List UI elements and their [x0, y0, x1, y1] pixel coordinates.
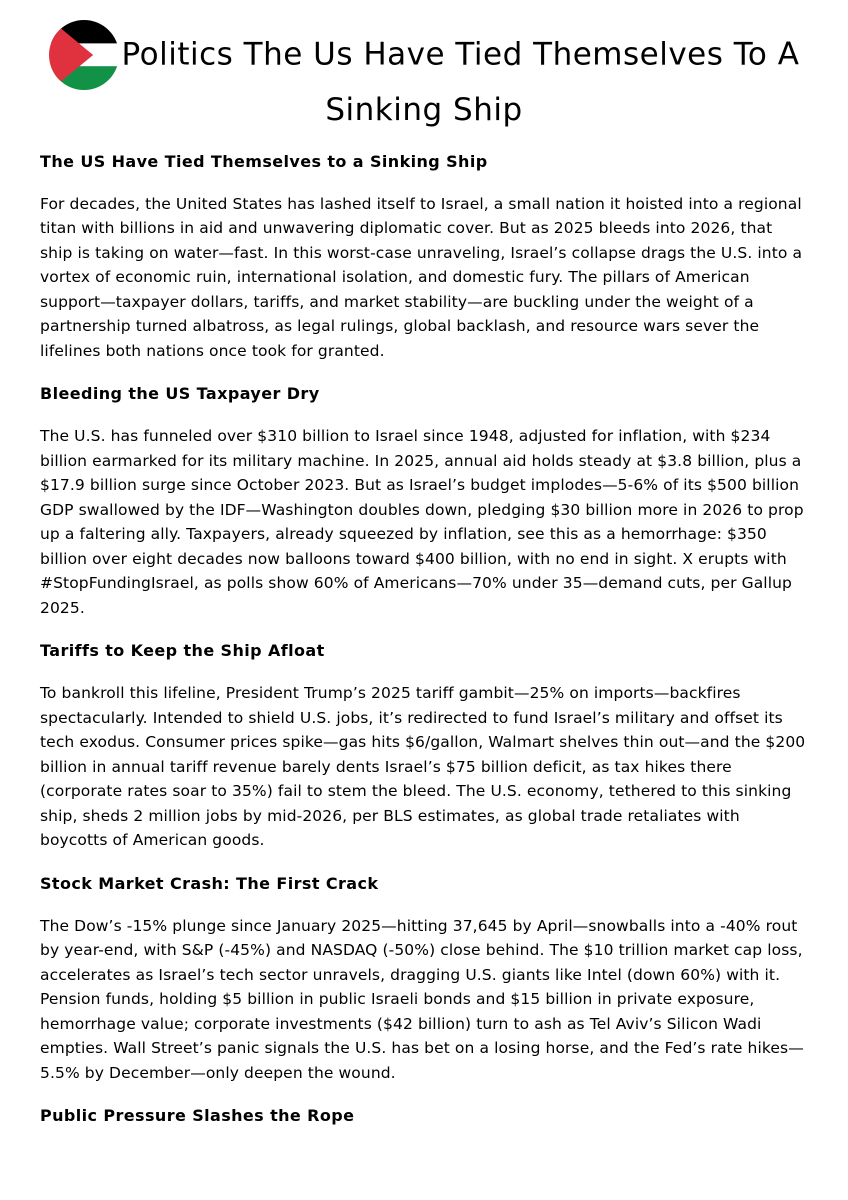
article-body: [40, 152, 808, 1126]
title-line-1: Politics The Us Have Tied Themselves To A: [121, 36, 800, 73]
section-heading-tariffs: Tariffs to Keep the Ship Afloat: [40, 641, 325, 661]
paragraph-taxpayer: The U.S. has funneled over $310 billion to Israel since 1948, adjusted for inflation, with $234 billion earmarked for its military machine. In 2025, annual aid holds steady at $3.8 billion, plus a $17.9 billion surge since October 2023. But as Israel’s budget implodes—5-6% of its $500 billion GDP swallowed by the IDF—Washington doubles down, pledging $30 billion more in 2026 to prop up a faltering ally. Taxpayers, already squeezed by inflation, see this as a hemorrhage: $350 billion over eight decades now balloons toward $400 billion, with no end in sight. X erupts with #StopFundingIsrael, as polls show 60% of Americans—70% under 35—demand cuts, per Gallup 2025.: [40, 427, 804, 617]
palestine-flag-icon: [49, 20, 119, 90]
paragraph-tariffs: To bankroll this lifeline, President Trump’s 2025 tariff gambit—25% on imports—backfires spectacularly. Intended to shield U.S. jobs, it’s redirected to fund Israel’s military and offset its tech exodus. Consumer prices spike—gas hits $6/gallon, Walmart shelves thin out—and the $200 billion in annual tariff revenue barely dents Israel’s $75 billion deficit, as tax hikes there (corporate rates soar to 35%) fail to stem the bleed. The U.S. economy, tethered to this sinking ship, sheds 2 million jobs by mid-2026, per BLS estimates, as global trade retaliates with boycotts of American goods.: [40, 684, 806, 850]
paragraph-intro: For decades, the United States has lashed itself to Israel, a small nation it hoisted into a regional titan with billions in aid and unwavering diplomatic cover. But as 2025 bleeds into 2026, that ship is taking on water—fast. In this worst-case unraveling, Israel’s collapse drags the U.S. into a vortex of economic ruin, international isolation, and domestic fury. The pillars of American support—taxpayer dollars, tariffs, and market stability—are buckling under the weight of a partnership turned albatross, as legal rulings, global backlash, and resource wars sever the lifelines both nations once took for granted.: [40, 194, 803, 360]
page-title: [40, 20, 808, 131]
section-heading-public-pressure: Public Pressure Slashes the Rope: [40, 1106, 355, 1126]
section-heading-intro: The US Have Tied Themselves to a Sinking Ship: [40, 151, 488, 171]
article-header: [40, 20, 808, 131]
section-heading-stock-market: Stock Market Crash: The First Crack: [40, 873, 379, 893]
section-heading-taxpayer: Bleeding the US Taxpayer Dry: [40, 384, 320, 404]
title-line-2: Sinking Ship: [325, 92, 523, 128]
paragraph-stock-market: The Dow’s -15% plunge since January 2025—hitting 37,645 by April—snowballs into a -40% rout by year-end, with S&P (-45%) and NASDAQ (-50%) close behind. The $10 trillion market cap loss, accelerates as Israel’s tech sector unravels, dragging U.S. giants like Intel (down 60%) with it. Pension funds, holding $5 billion in public Israeli bonds and $15 billion in private exposure, hemorrhage value; corporate investments ($42 billion) turn to ash as Tel Aviv’s Silicon Wadi empties. Wall Street’s panic signals the U.S. has bet on a losing horse, and the Fed’s rate hikes—5.5% by December—only deepen the wound.: [40, 916, 804, 1082]
